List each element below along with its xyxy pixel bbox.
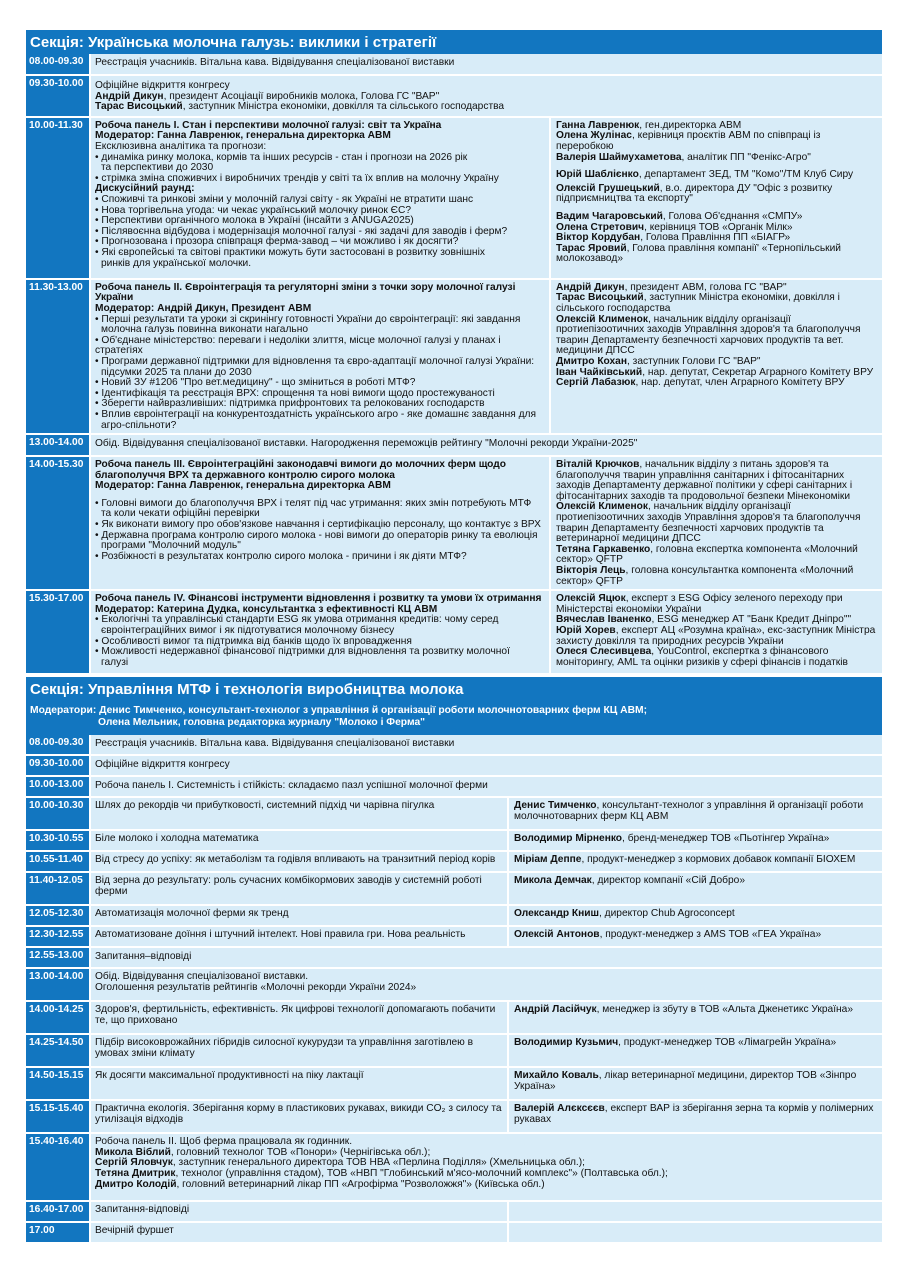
speaker: Іван Чайківський, нар. депутат, Секретар Аграрного Комітету ВРУ — [556, 366, 874, 378]
person: Сергій Яловчук, заступник генерального директора ТОВ НВА «Перлина Поділля» (Хмельницька обл.); — [95, 1157, 585, 1169]
speaker: Віктор Кордубан, Голова Правління ПП «БІАГР» — [556, 232, 791, 244]
panel-title: Робоча панель III. Євроінтеграційні законодавчі вимоги до молочних ферм щодо благополуччя ВРХ та державного контролю сирого молока — [95, 459, 506, 481]
person: Тарас Висоцький, заступник Міністра економіки, довкілля та сільського господарства — [95, 101, 505, 113]
panel-line: • Зберегти найвразливіших: підтримка прифронтових та релокованих господарств — [95, 398, 485, 410]
time-cell: 11.30-13.00 — [26, 280, 89, 433]
table-row — [26, 1068, 882, 1099]
speaker: Олексій Яцюк, експерт з ESG Офісу зеленого переходу при Міністерстві економіки України — [556, 593, 843, 615]
panel-line: Ексклюзивна аналітика та прогнози: — [95, 140, 267, 152]
speaker: Олена Жулінас, керівниця проєктів АВМ по співпраці із переробкою — [556, 130, 821, 152]
time-cell: 08.00-09.30 — [26, 54, 89, 74]
table-row — [26, 873, 882, 904]
speaker: Валерія Шаймухаметова, аналітик ПП "Фенікс-Агро" — [556, 151, 811, 163]
time-cell: 14.00-14.25 — [26, 1002, 89, 1033]
table-row — [26, 735, 882, 754]
moderators-line: Олена Мельник, головна редакторка журналу "Молоко і Ферма" — [98, 717, 426, 729]
person: Дмитро Колодій, головний ветеринарний лікар ПП «Агрофірма "Розволожжя"» (Київська обл.) — [95, 1178, 545, 1190]
speaker: Олеся Слесивцева, YouControl, експертка з фінансового моніторингу, AML та оцінки ризиків у сфері фінансів і податків — [556, 646, 848, 668]
speaker: Вадим Чагаровський, Голова Об'єднання «СМПУ» — [556, 210, 803, 222]
talk-title: Автоматизація молочної ферми як тренд — [89, 906, 507, 925]
panel-line: • Екологічні та управлінські стандарти ESG як умова отримання кредитів: чому серед — [95, 614, 499, 626]
speaker: Володимир Кузьмич, продукт-менеджер ТОВ «Лімагрейн Україна» — [507, 1035, 882, 1066]
panel-title: Робоча панель I. Стан і перспективи молочної галузі: світ та Україна — [95, 119, 442, 131]
time-cell: 09.30-10.00 — [26, 756, 89, 775]
panel-line: молочна галузь повинна виконати нагально — [101, 324, 309, 336]
table-row — [26, 948, 882, 967]
table-row — [26, 1202, 882, 1221]
time-cell: 13.00-14.00 — [26, 435, 89, 455]
section1-title: Секція: Українська молочна галузь: виклики і стратегії — [26, 30, 882, 54]
speaker: Ганна Лавренюк, ген.директорка АВМ — [556, 119, 742, 131]
row-text: Реєстрація учасників. Вітальна кава. Відвідування спеціалізованої виставки — [89, 735, 882, 754]
panel-line: • Об'єднане міністерство: переваги і недоліки злиття, місце молочної галузі у планах і стратегіях — [95, 334, 501, 357]
table-row — [26, 1035, 882, 1066]
row-text: Реєстрація учасників. Вітальна кава. Відвідування спеціалізованої виставки — [89, 54, 882, 74]
table-row — [26, 76, 882, 116]
speaker: Віталій Крючков, начальник відділу з питань здоров'я та благополуччя тварин управління санітарних і фітосанітарних заходів Департаменту державної політики у сфері санітарних і фітосанітарних заходів та продовольчої безпеки Мінекономіки — [556, 459, 853, 502]
panel-line: • Особливості вимог та підтримка від банків щодо їх впровадження — [95, 635, 412, 647]
time-cell: 08.00-09.30 — [26, 735, 89, 754]
time-cell: 10.55-11.40 — [26, 852, 89, 871]
panel-line: ринків для української молочки. — [101, 257, 252, 269]
time-cell: 10.30-10.55 — [26, 831, 89, 850]
time-cell: 16.40-17.00 — [26, 1202, 89, 1221]
row-text: Вечірній фуршет — [89, 1223, 507, 1242]
speaker: Вікторія Лець, головна консультантка компонента «Молочний сектор» QFTP — [556, 565, 854, 587]
panel-line: • Споживчі та ринкові зміни у молочній галузі світу - як Україні не втратити шанс — [95, 193, 474, 205]
time-cell: 10.00-10.30 — [26, 798, 89, 829]
table-row — [26, 831, 882, 850]
time-cell: 12.55-13.00 — [26, 948, 89, 967]
table-row — [26, 852, 882, 871]
speaker: Юрій Шаблієнко, департамент ЗЕД, ТМ "Комо"/ТМ Клуб Сиру — [556, 169, 854, 181]
table-row — [26, 118, 882, 278]
time-cell: 15.15-15.40 — [26, 1101, 89, 1132]
row-text: Запитання-відповіді — [89, 1202, 507, 1221]
speakers-cell — [549, 280, 882, 433]
table-row — [26, 280, 882, 433]
speaker: Дмитро Кохан, заступник Голови ГС "ВАР" — [556, 355, 761, 367]
table-row — [26, 54, 882, 74]
time-cell: 14.25-14.50 — [26, 1035, 89, 1066]
table-row — [26, 756, 882, 775]
talk-title: Як досягти максимальної продуктивності на піку лактації — [89, 1068, 507, 1099]
panel-cell — [89, 1134, 882, 1200]
table-row — [26, 1223, 882, 1242]
table-row — [26, 435, 882, 455]
panel-moderator: Модератор: Андрій Дикун, Президент АВМ — [95, 302, 312, 314]
table-row — [26, 591, 882, 673]
speaker: Міріам Деппе, продукт-менеджер з кормових добавок компанії БІОХЕМ — [507, 852, 882, 871]
panel-line: • Перспективи органічного молока в Україні (інсайти з ANUGA2025) — [95, 215, 414, 227]
program-page — [26, 30, 882, 1244]
row-text: Запитання–відповіді — [89, 948, 882, 967]
panel-cell — [89, 280, 549, 433]
speaker: Володимир Мірненко, бренд-менеджер ТОВ «Пьотінгер Україна» — [507, 831, 882, 850]
section2-title: Секція: Управління МТФ і технологія виробництва молока — [26, 677, 882, 701]
panel-line: • Нова торгівельна угода: чи чекає український молочку ринок ЄС? — [95, 204, 411, 216]
time-cell: 09.30-10.00 — [26, 76, 89, 116]
panel-moderator: Модератор: Катерина Дудка, консультантка з ефективності КЦ АВМ — [95, 603, 438, 615]
panel-title: Робоча панель IV. Фінансові інструменти відновлення і розвитку та умови їх отримання — [95, 593, 542, 605]
speaker: Микола Демчак, директор компанії «Сій Добро» — [507, 873, 882, 904]
talk-title: Біле молоко і холодна математика — [89, 831, 507, 850]
panel-subtitle: Дискусійний раунд: — [95, 183, 195, 195]
speaker: Сергій Лабазюк, нар. депутат, член Аграрного Комітету ВРУ — [556, 377, 845, 389]
opening-cell — [89, 76, 882, 116]
panel-line: • Програми державної підтримки для відновлення та євро-адаптації молочної галузі України: — [95, 355, 535, 367]
panel-moderator: Модератор: Ганна Лавренюк, генеральна директорка АВМ — [95, 480, 391, 492]
talk-title: Підбір високоврожайних гібридів силосної кукурудзи та управління заготівлею в умовах зміни клімату — [89, 1035, 507, 1066]
empty-cell — [507, 1223, 882, 1242]
panel-line: • Післявоєнна відбудова і модернізація молочної галузі - які задачі для заводів і ферм? — [95, 225, 508, 237]
speaker: Тарас Яровий, Голова правління компанії' «Тернопільський молокозавод» — [556, 242, 841, 265]
panel-line: • Розбіжності в результатах контролю сирого молока - причини і як діяти МТФ? — [95, 550, 467, 562]
time-cell: 10.00-13.00 — [26, 777, 89, 796]
speaker: Валерій Алєксєєв, експерт ВАР із зберігання зерна та кормів у полімерних рукавах — [507, 1101, 882, 1132]
row-text: Робоча панель I. Системність і стійкість: складаємо пазл успішної молочної ферми — [89, 777, 882, 796]
panel-cell — [89, 591, 549, 673]
speaker: Олена Стретович, керівниця ТОВ «Органік Мілк» — [556, 221, 793, 233]
time-cell: 11.40-12.05 — [26, 873, 89, 904]
speaker: Тарас Висоцький, заступник Міністра економіки, довкілля і сільського господарства — [556, 292, 840, 314]
person: Микола Віблий, головний технолог ТОВ «Понори» (Чернігівська обл.); — [95, 1146, 431, 1158]
time-cell: 14.50-15.15 — [26, 1068, 89, 1099]
section2-table — [26, 733, 882, 1244]
table-row — [26, 906, 882, 925]
speaker: Михайло Коваль, лікар ветеринарної медицини, директор ТОВ «Зінпро Україна» — [507, 1068, 882, 1099]
talk-title: Від стресу до успіху: як метаболізм та годівля впливають на транзитний період корів — [89, 852, 507, 871]
panel-line: • Перші результати та уроки зі скринінгу готовності України до євроінтеграції: які завдання — [95, 313, 521, 325]
empty-cell — [507, 1202, 882, 1221]
table-row — [26, 1101, 882, 1132]
table-row — [26, 969, 882, 1000]
panel-line: та коли чекати офіційні перевірки — [101, 508, 260, 520]
speaker: Олексій Клименок, начальник відділу організації протиепізоотичних заходів Управління здоров'я та благополуччя тварин Департаменту безпечності харчових продуктів та ветеринарної медицини ДПСС — [556, 501, 861, 545]
table-row — [26, 1002, 882, 1033]
section2-moderators — [26, 701, 882, 735]
row-text: Обід. Відвідування спеціалізованої виставки. Оголошення результатів рейтингів «Молочні рекорди України 2024» — [89, 969, 882, 1000]
table-row — [26, 798, 882, 829]
row-text: Офіційне відкриття конгресу — [89, 756, 882, 775]
speaker: Олександр Книш, директор Chub Agroconcept — [507, 906, 882, 925]
panel-line: підсумки 2025 та плани до 2030 — [101, 366, 252, 378]
table-row — [26, 927, 882, 946]
speaker: Вячеслав Іваненко, ESG менеджер АТ "Банк Кредит Дніпро"" — [556, 614, 852, 626]
speaker: Денис Тимченко, консультант-технолог з управління й організації роботи молочнотоварних ферм КЦ АВМ — [507, 798, 882, 829]
panel-line: • Які європейські та світові практики можуть бути застосовані в розвитку зовнішніх — [95, 246, 485, 258]
talk-title: Практична екологія. Зберігання корму в пластикових рукавах, викиди CO₂ з силосу та утилізація відходів — [89, 1101, 507, 1132]
panel-line: • Державна програма контролю сирого молока - нові вимоги до операторів ринку та еволюція — [95, 529, 538, 541]
panel-cell — [89, 457, 549, 589]
time-cell: 17.00 — [26, 1223, 89, 1242]
time-cell: 12.05-12.30 — [26, 906, 89, 925]
panel-title: Робоча панель II. Євроінтеграція та регуляторні зміни з точки зору молочної галузі України — [95, 281, 516, 304]
time-cell: 10.00-11.30 — [26, 118, 89, 278]
talk-title: Автоматизоване доїння і штучний інтелект. Нові правила гри. Нова реальність — [89, 927, 507, 946]
time-cell: 15.40-16.40 — [26, 1134, 89, 1200]
opening-title: Офіційне відкриття конгресу — [95, 80, 230, 91]
moderators-line: Модератори: Денис Тимченко, консультант-технолог з управління й організації роботи молочнотоварних ферм КЦ АВМ; — [30, 705, 648, 717]
talk-title: Здоров'я, фертильність, ефективність. Як цифрові технології допомагають побачити те, що приховано — [89, 1002, 507, 1033]
panel-line: • Як виконати вимогу про обов'язкове навчання і сертифікацію персоналу, що контактує з ВРХ — [95, 519, 541, 531]
talk-title: Шлях до рекордів чи прибутковості, системний підхід чи чарівна пігулка — [89, 798, 507, 829]
panel-line: програми "Молочний модуль" — [101, 540, 241, 552]
speaker: Андрій Дикун, президент АВМ, голова ГС "ВАР" — [556, 281, 787, 293]
panel-line: галузі — [101, 656, 129, 668]
speaker: Олексій Антонов, продукт-менеджер з AMS ТОВ «ГЕА Україна» — [507, 927, 882, 946]
table-row — [26, 457, 882, 589]
speaker: Олексій Клименок, начальник відділу організації протиепізоотичних заходів Управління здоров'я та благополуччя тварин Департаменту безпечності харчових продуктів та вет. медицини ДПСС — [556, 313, 861, 357]
row-text: Обід. Відвідування спеціалізованої виставки. Нагородження переможців рейтингу "Молочні рекорди України-2025" — [89, 435, 882, 455]
panel-title: Робоча панель II. Щоб ферма працювала як годинник. — [95, 1136, 353, 1148]
speaker: Андрій Ласійчук, менеджер із збуту в ТОВ «Альта Дженетикс Україна» — [507, 1002, 882, 1033]
panel-line: • Ідентифікація та реєстрація ВРХ: спрощення та нові вимоги щодо простежуваності — [95, 387, 495, 399]
panel-line: агро-спільноти? — [101, 419, 177, 431]
speakers-cell — [549, 457, 882, 589]
panel-line: • Вплив євроінтеграції на конкурентоздатність українського агро - яке домашнє завдання для — [95, 408, 536, 420]
panel-line: • стрімка зміна споживчих і виробничих трендів у світі та їх вплив на молочну Україну — [95, 172, 499, 184]
time-cell: 13.00-14.00 — [26, 969, 89, 1000]
panel-line: • динаміка ринку молока, кормів та інших ресурсів - стан і прогнози на 2026 рік — [95, 151, 468, 163]
time-cell: 14.00-15.30 — [26, 457, 89, 589]
speakers-cell — [549, 591, 882, 673]
talk-title: Від зерна до результату: роль сучасних комбікормових заводів у системній роботі ферми — [89, 873, 507, 904]
time-cell: 12.30-12.55 — [26, 927, 89, 946]
panel-cell — [89, 118, 549, 278]
time-cell: 15.30-17.00 — [26, 591, 89, 673]
speaker: Олексій Грушецький, в.о. директора ДУ "Офіс з розвитку підприємництва та експорту" — [556, 182, 833, 205]
panel-line: • Новий ЗУ #1206 "Про вет.медицину" - що зміниться в роботі МТФ? — [95, 377, 416, 389]
panel-line: • Прогнозована і прозора співпраця ферма-завод – чи можливо і як досягти? — [95, 236, 459, 248]
person: Андрій Дикун, президент Асоціації виробників молока, Голова ГС "ВАР" — [95, 90, 440, 102]
speakers-cell — [549, 118, 882, 278]
table-row — [26, 777, 882, 796]
panel-line: та перспективи до 2030 — [101, 162, 214, 174]
speaker: Тетяна Гаркавенко, головна експертка компонента «Молочний сектор» QFTP — [556, 543, 858, 566]
panel-line: євроінтеграційних вимог і як підготуватися молочному бізнесу — [101, 625, 395, 636]
panel-line: • Головні вимоги до благополуччя ВРХ і телят під час утримання: яких змін потребують МТФ — [95, 497, 532, 509]
speaker: Юрій Хорев, експерт АЦ «Розумна країна», екс-заступник Міністра захисту довкілля та природних ресурсів України — [556, 625, 876, 647]
section1-table — [26, 52, 882, 675]
panel-line: • Можливості недержавної фінансової підтримки для відновлення та розвитку молочної — [95, 646, 510, 658]
panel-moderator: Модератор: Ганна Лавренюк, генеральна директорка АВМ — [95, 130, 391, 142]
person: Тетяна Дмитрик, технолог (управління стадом), ТОВ «НВП "Глобинський м'ясо-молочний комплекс"» (Полтавська обл.); — [95, 1168, 668, 1179]
table-row — [26, 1134, 882, 1200]
